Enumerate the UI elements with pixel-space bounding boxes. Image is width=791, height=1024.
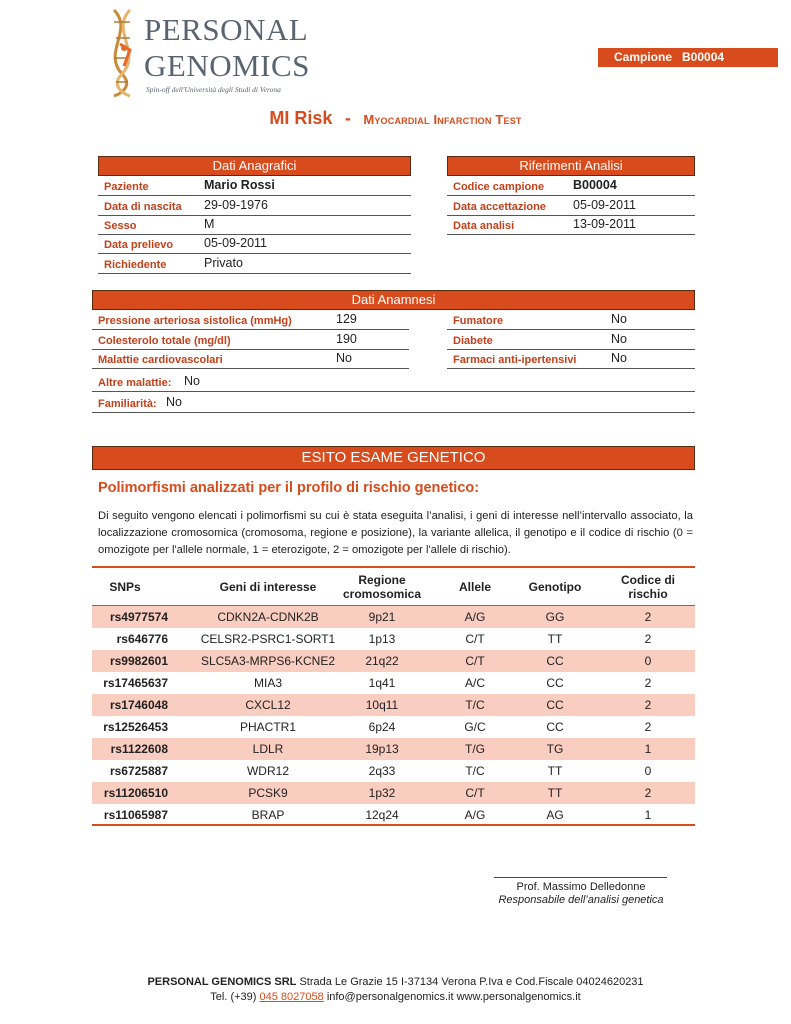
anamnesi-row xyxy=(447,349,695,369)
cell-genotype: GG xyxy=(545,610,565,624)
cell-allele: C/T xyxy=(465,786,485,800)
field-value: 05-09-2011 xyxy=(573,198,637,212)
cell-gene: PCSK9 xyxy=(248,786,288,800)
signer-role: Responsabile dell’analisi genetica xyxy=(498,894,664,906)
cell-snp: rs1122608 xyxy=(110,742,168,756)
logo-line2: GENOMICS xyxy=(144,48,310,83)
logo-tagline: Spin-off dell'Università degli Studi di Verona xyxy=(146,85,281,94)
table-row xyxy=(92,694,695,716)
field-label: Data accettazione xyxy=(453,201,546,213)
cell-allele: A/G xyxy=(464,808,486,822)
cell-gene: SLC5A3-MRPS6-KCNE2 xyxy=(200,654,336,668)
anamnesi-row xyxy=(92,310,409,330)
cell-gene: MIA3 xyxy=(253,676,282,690)
cell-gene: WDR12 xyxy=(246,764,289,778)
field-value: Privato xyxy=(204,256,243,270)
field-value: No xyxy=(611,312,627,326)
cell-genotype: CC xyxy=(546,698,564,712)
field-label: Richiedente xyxy=(104,259,167,271)
field-value: No xyxy=(336,351,352,365)
cell-snp: rs9982601 xyxy=(109,654,168,668)
cell-risk-code: 2 xyxy=(644,786,652,800)
cell-genotype: TT xyxy=(547,786,563,800)
col-header: Regione cromosomica xyxy=(342,573,422,601)
field-value: 190 xyxy=(336,332,357,346)
riferimenti-row xyxy=(447,215,695,235)
field-value: B00004 xyxy=(573,178,617,192)
cell-gene: CXCL12 xyxy=(245,698,291,712)
field-label: Pressione arteriosa sistolica (mmHg) xyxy=(98,315,292,327)
field-value: No xyxy=(166,395,182,409)
anamnesi-row xyxy=(92,349,409,369)
riferimenti-row xyxy=(447,196,695,216)
anagrafici-row xyxy=(98,215,411,235)
cell-allele: C/T xyxy=(465,654,485,668)
cell-risk-code: 2 xyxy=(644,632,652,646)
col-header: SNPs xyxy=(109,580,141,594)
footer-tel-prefix: Tel. (+39) xyxy=(210,991,257,1003)
riferimenti-header: Riferimenti Analisi xyxy=(447,156,695,176)
field-value: No xyxy=(611,332,627,346)
footer-address-text: Strada Le Grazie 15 I-37134 Verona P.Iva e Cod.Fiscale 04024620231 xyxy=(299,976,644,988)
cell-region: 21q22 xyxy=(365,654,399,668)
sample-code-badge: Campione B00004 xyxy=(598,48,778,67)
cell-allele: T/C xyxy=(465,764,485,778)
cell-gene: CDKN2A-CDNK2B xyxy=(217,610,319,624)
field-value: 129 xyxy=(336,312,357,326)
col-header: Geni di interesse xyxy=(219,580,317,594)
phone-link[interactable]: 045 8027058 xyxy=(259,991,324,1003)
field-label: Farmaci anti-ipertensivi xyxy=(453,354,577,366)
title-subtitle: Myocardial Infarction Test xyxy=(363,112,522,127)
cell-region: 1q41 xyxy=(368,676,396,690)
cell-allele: T/G xyxy=(465,742,485,756)
snp-table xyxy=(92,566,695,826)
title-separator: - xyxy=(344,108,351,128)
cell-snp: rs11065987 xyxy=(103,808,168,822)
logo-line1: PERSONAL xyxy=(144,12,309,47)
cell-gene: BRAP xyxy=(251,808,285,822)
field-label: Colesterolo totale (mg/dl) xyxy=(98,335,231,347)
cell-region: 1p32 xyxy=(368,786,396,800)
field-value: 13-09-2011 xyxy=(573,217,637,231)
polymorphisms-title: Polimorfismi analizzati per il profilo di rischio genetico: xyxy=(98,480,480,496)
col-header: Codice di rischio xyxy=(620,573,675,601)
cell-risk-code: 2 xyxy=(644,610,652,624)
cell-allele: G/C xyxy=(464,720,486,734)
anagrafici-header: Dati Anagrafici xyxy=(98,156,411,176)
cell-genotype: CC xyxy=(546,676,564,690)
document-title xyxy=(0,108,791,129)
cell-snp: rs17465637 xyxy=(103,676,168,690)
cell-risk-code: 2 xyxy=(644,698,652,712)
cell-risk-code: 0 xyxy=(644,654,652,668)
anagrafici-row xyxy=(98,196,411,216)
field-label: Codice campione xyxy=(453,181,545,193)
col-header: Genotipo xyxy=(528,580,582,594)
cell-region: 6p24 xyxy=(368,720,396,734)
table-body xyxy=(92,606,695,826)
anamnesi-row-altre xyxy=(92,372,695,392)
anagrafici-row xyxy=(98,176,411,196)
anamnesi-header: Dati Anamnesi xyxy=(92,290,695,310)
signer-name: Prof. Massimo Delledonne xyxy=(516,881,646,893)
cell-region: 9p21 xyxy=(368,610,396,624)
cell-genotype: AG xyxy=(546,808,564,822)
cell-region: 1p13 xyxy=(368,632,396,646)
anagrafici-row xyxy=(98,254,411,274)
signature-line xyxy=(494,877,667,878)
cell-region: 2q33 xyxy=(368,764,396,778)
cell-risk-code: 2 xyxy=(644,720,652,734)
footer-address xyxy=(0,976,791,988)
anamnesi-row xyxy=(447,310,695,330)
table-row xyxy=(92,628,695,650)
field-label: Data di nascita xyxy=(104,201,182,213)
field-label: Altre malattie: xyxy=(98,377,172,389)
cell-gene: PHACTR1 xyxy=(239,720,296,734)
anamnesi-row xyxy=(92,330,409,350)
footer-contacts-text: info@personalgenomics.it www.personalgenomics.it xyxy=(326,991,581,1003)
anagrafici-row xyxy=(98,234,411,254)
cell-genotype: TT xyxy=(547,632,563,646)
cell-region: 10q11 xyxy=(365,698,399,712)
cell-snp: rs4977574 xyxy=(109,610,168,624)
cell-snp: rs12526453 xyxy=(103,720,168,734)
field-value: No xyxy=(184,374,200,388)
company-logo xyxy=(100,8,310,98)
cell-risk-code: 2 xyxy=(644,676,652,690)
cell-allele: A/C xyxy=(464,676,485,690)
table-row xyxy=(92,782,695,804)
field-label: Diabete xyxy=(453,335,493,347)
field-value: M xyxy=(204,217,215,231)
cell-genotype: TT xyxy=(547,764,563,778)
genetic-header: ESITO ESAME GENETICO xyxy=(92,446,695,470)
field-label: Familiarità: xyxy=(98,398,157,410)
cell-allele: C/T xyxy=(465,632,485,646)
field-value: 29-09-1976 xyxy=(204,198,268,212)
riferimenti-row xyxy=(447,176,695,196)
field-label: Data prelievo xyxy=(104,239,174,251)
field-label: Data analisi xyxy=(453,220,515,232)
cell-allele: A/G xyxy=(464,610,486,624)
table-row xyxy=(92,804,695,826)
field-value: Mario Rossi xyxy=(204,178,275,192)
anamnesi-row xyxy=(447,330,695,350)
field-value: 05-09-2011 xyxy=(204,236,268,250)
cell-region: 12q24 xyxy=(365,808,399,822)
cell-snp: rs1746048 xyxy=(109,698,168,712)
cell-gene: CELSR2-PSRC1-SORT1 xyxy=(200,632,336,646)
cell-snp: rs6725887 xyxy=(109,764,168,778)
cell-allele: T/C xyxy=(465,698,485,712)
footer-contacts xyxy=(0,991,791,1003)
cell-snp: rs11206510 xyxy=(103,786,168,800)
table-row xyxy=(92,760,695,782)
field-label: Paziente xyxy=(104,181,149,193)
title-main: MI Risk xyxy=(269,108,333,128)
cell-gene: LDLR xyxy=(252,742,284,756)
cell-region: 19p13 xyxy=(365,742,399,756)
field-label: Fumatore xyxy=(453,315,504,327)
cell-risk-code: 0 xyxy=(644,764,652,778)
cell-genotype: CC xyxy=(546,720,564,734)
table-row xyxy=(92,738,695,760)
cell-risk-code: 1 xyxy=(644,808,652,822)
cell-genotype: CC xyxy=(546,654,564,668)
table-row xyxy=(92,672,695,694)
field-value: No xyxy=(611,351,627,365)
anamnesi-row-familiarita xyxy=(92,393,695,413)
table-row xyxy=(92,650,695,672)
intro-paragraph: Di seguito vengono elencati i polimorfismi su cui è stata eseguita l’analisi, i geni di interesse nell’intervallo associato, la localizzazione cromosomica (cromosoma, regione e posizione), la variante allelica, il genotipo e il codice di rischio (0 = omozigote per l'allele normale, 1 = eterozigote, 2 = omozigote per l'allele di rischio). xyxy=(98,510,693,556)
cell-snp: rs646776 xyxy=(116,632,168,646)
table-row xyxy=(92,716,695,738)
cell-risk-code: 1 xyxy=(644,742,652,756)
footer-company: PERSONAL GENOMICS SRL xyxy=(147,976,297,988)
col-header: Allele xyxy=(458,580,491,594)
field-label: Sesso xyxy=(104,220,137,232)
table-row xyxy=(92,606,695,628)
field-label: Malattie cardiovascolari xyxy=(98,354,223,366)
table-header xyxy=(92,568,695,606)
cell-genotype: TG xyxy=(546,742,564,756)
